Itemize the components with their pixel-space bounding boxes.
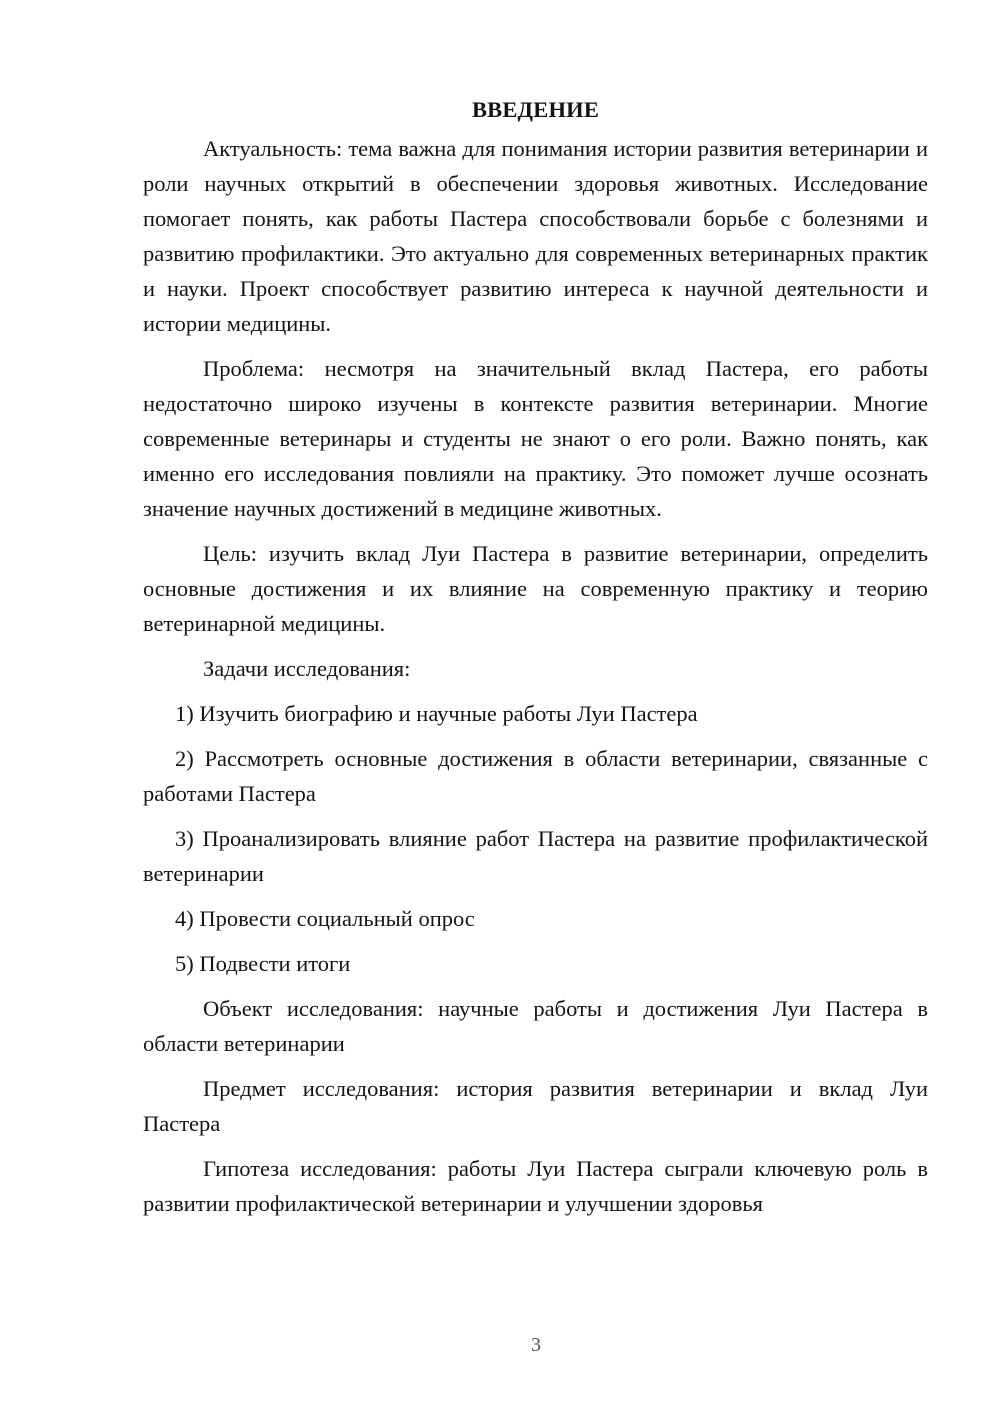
list-item: 4) Провести социальный опрос bbox=[175, 906, 475, 931]
list-item: 3) Проанализировать влияние работ Пастера на развитие профилактической ветеринарии bbox=[143, 826, 928, 886]
list-item: 5) Подвести итоги bbox=[175, 951, 351, 976]
document-page bbox=[143, 92, 928, 1231]
page-number: 3 bbox=[531, 1334, 541, 1356]
paragraph-hypothesis: Гипотеза исследования: работы Луи Пастера сыграли ключевую роль в развитии профилактической ветеринарии и улучшении здоровья bbox=[143, 1156, 928, 1216]
paragraph-goal: Цель: изучить вклад Луи Пастера в развитие ветеринарии, определить основные достижения и их влияние на современную практику и теорию ветеринарной медицины. bbox=[143, 541, 928, 636]
tasks-heading: Задачи исследования: bbox=[203, 656, 411, 681]
paragraph-subject: Предмет исследования: история развития ветеринарии и вклад Луи Пастера bbox=[143, 1076, 928, 1136]
paragraph-relevance: Актуальность: тема важна для понимания истории развития ветеринарии и роли научных открытий в обеспечении здоровья животных. Исследование помогает понять, как работы Пастера способствовали борьбе с болезнями и развитию профилактики. Это актуально для современных ветеринарных практик и науки. Проект способствует развитию интереса к научной деятельности и истории медицины. bbox=[143, 136, 928, 336]
page-title: ВВЕДЕНИЕ bbox=[471, 97, 600, 122]
list-item: 2) Рассмотреть основные достижения в области ветеринарии, связанные с работами Пастера bbox=[143, 746, 928, 806]
paragraph-object: Объект исследования: научные работы и достижения Луи Пастера в области ветеринарии bbox=[143, 996, 928, 1056]
paragraph-problem: Проблема: несмотря на значительный вклад Пастера, его работы недостаточно широко изучены в контексте развития ветеринарии. Многие современные ветеринары и студенты не знают о его роли. Важно понять, как именно его исследования повлияли на практику. Это поможет лучше осознать значение научных достижений в медицине животных. bbox=[143, 356, 928, 521]
list-item: 1) Изучить биографию и научные работы Луи Пастера bbox=[175, 701, 698, 726]
